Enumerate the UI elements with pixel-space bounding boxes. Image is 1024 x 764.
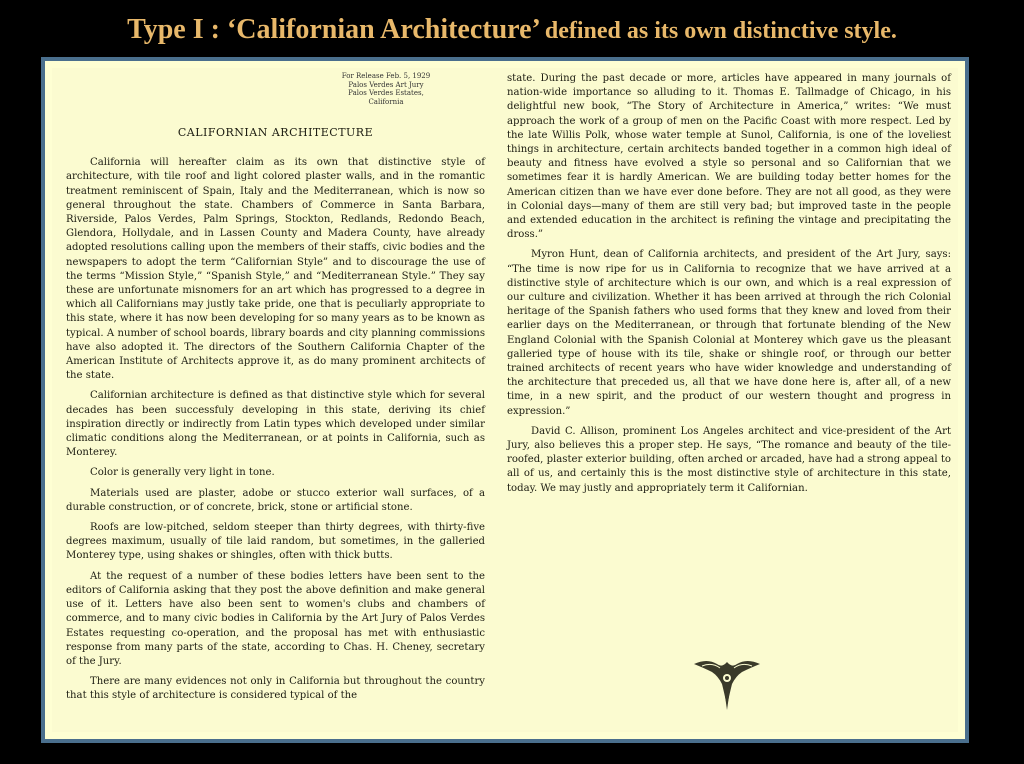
- paragraph: state. During the past decade or more, articles have appeared in many journals of nation-wide importance so alluding to it. Thomas E. Tallmadge of Chicago, in his delightful new book, “The Story of Architecture in America,” writes: “We must approach the work of a group of men on the Pacific Coast with more respect. Led by the late Willis Polk, whose water temple at Sunol, California, is one of the loveliest things in architecture, certain architects banded together in a common high ideal of beauty and fitness have evolved a style so personal and so Californian that we sometimes fear it is hardly American. We are building today better homes for the American citizen than we have ever done before. They are not all good, as they were in Colonial days—many of them are still very bad; but improved taste in the people and extended education in the architect is refining the vintage and precipitating the dross.”: [507, 73, 951, 241]
- left-column: [66, 72, 485, 710]
- slide-title: [0, 14, 1024, 46]
- right-column: [507, 72, 951, 502]
- paragraph: David C. Allison, prominent Los Angeles architect and vice-president of the Art Jury, also believes this a proper step. He says, “The romance and beauty of the tile-roofed, plaster exterior building, often arched or arcaded, have had a strong appeal to all of us, and certainly this is the most distinctive style of architecture in this state, today. We may justly and appropriately term it Californian.: [507, 425, 951, 494]
- paragraph: Materials used are plaster, adobe or stucco exterior wall surfaces, of a durable construction, or of concrete, brick, stone or artificial stone.: [66, 487, 485, 513]
- decorative-ornament-icon: [692, 656, 762, 712]
- slide-title-main: Type I : ‘Californian Architecture’: [127, 14, 541, 45]
- paragraph: There are many evidences not only in California but throughout the country that this style of architecture is considered typical of the: [66, 676, 485, 702]
- release-note: [326, 72, 446, 106]
- release-line: Palos Verdes Art Jury: [348, 80, 424, 89]
- release-line: Palos Verdes Estates,: [348, 89, 424, 97]
- release-line: For Release Feb. 5, 1929: [341, 72, 431, 80]
- paragraph: Color is generally very light in tone.: [90, 467, 275, 479]
- release-line: California: [368, 97, 404, 106]
- document-frame: [41, 57, 969, 743]
- document-heading: CALIFORNIAN ARCHITECTURE: [177, 126, 374, 139]
- paragraph: Californian architecture is defined as that distinctive style which for several decades has been successfuly developing in this state, deriving its chief inspiration directly or indirectly from Latin types which developed under similar climatic conditions along the Mediterranean, or at points in California, such as Monterey.: [66, 390, 485, 459]
- paragraph: California will hereafter claim as its own that distinctive style of architecture, with tile roof and light colored plaster walls, and in the romantic treatment reminiscent of Spain, Italy and the Mediterranean, which is now so general throughout the state. Chambers of Commerce in Santa Barbara, Riverside, Palos Verdes, Palm Springs, Stockton, Redlands, Redondo Beach, Glendora, Hollydale, and in Lassen County and Madera County, have already adopted resolutions calling upon the members of their staffs, civic bodies and the newspapers to adopt the term “Californian Style” and to discourage the use of the terms “Mission Style,” “Spanish Style,” and “Mediterranean Style.” They say these are unfortunate misnomers for an art which has progressed to a degree in which all Californians may justly take pride, one that is peculiarly appropriate to this state, where it has now been developing for so many years as to be known as typical. A number of school boards, library boards and city planning commissions have also adopted it. The directors of the Southern California Chapter of the American Institute of Architects approve it, as do many prominent architects of the state.: [66, 157, 485, 382]
- document-page: [52, 68, 958, 732]
- paragraph: Roofs are low-pitched, seldom steeper than thirty degrees, with thirty-five degrees maximum, usually of tile laid random, but sometimes, in the galleried Monterey type, using shakes or shingles, often with thick butts.: [66, 522, 485, 562]
- paragraph: At the request of a number of these bodies letters have been sent to the editors of California asking that they post the above definition and make general use of it. Letters have also been sent to women's clubs and chambers of commerce, and to many civic bodies in California by the Art Jury of Palos Verdes Estates requesting co-operation, and the proposal has met with enthusiastic response from many parts of the state, according to Chas. H. Cheney, secretary of the Jury.: [66, 570, 485, 667]
- slide-title-rest: defined as its own distinctive style.: [544, 18, 897, 44]
- paragraph: Myron Hunt, dean of California architects, and president of the Art Jury, says: “The time is now ripe for us in California to recognize that we have arrived at a distinctive style of architecture which is our own, and which is a real expression of our culture and civilization. Whether it has been arrived at through the rich Colonial heritage of the Spanish fathers who used forms that they knew and loved from their earlier days on the Mediterranean, or through that fortunate blending of the New England Colonial with the Spanish Colonial at Monterey which gave us the pleasant galleried type of house with its tile, shake or shingle roof, or through our better trained architects of recent years who have wider knowledge and understanding of the architecture that preceded us, all that we have done here is, after all, of a new time, in a new spirit, and the product of our western thought and progress in expression.”: [507, 249, 951, 417]
